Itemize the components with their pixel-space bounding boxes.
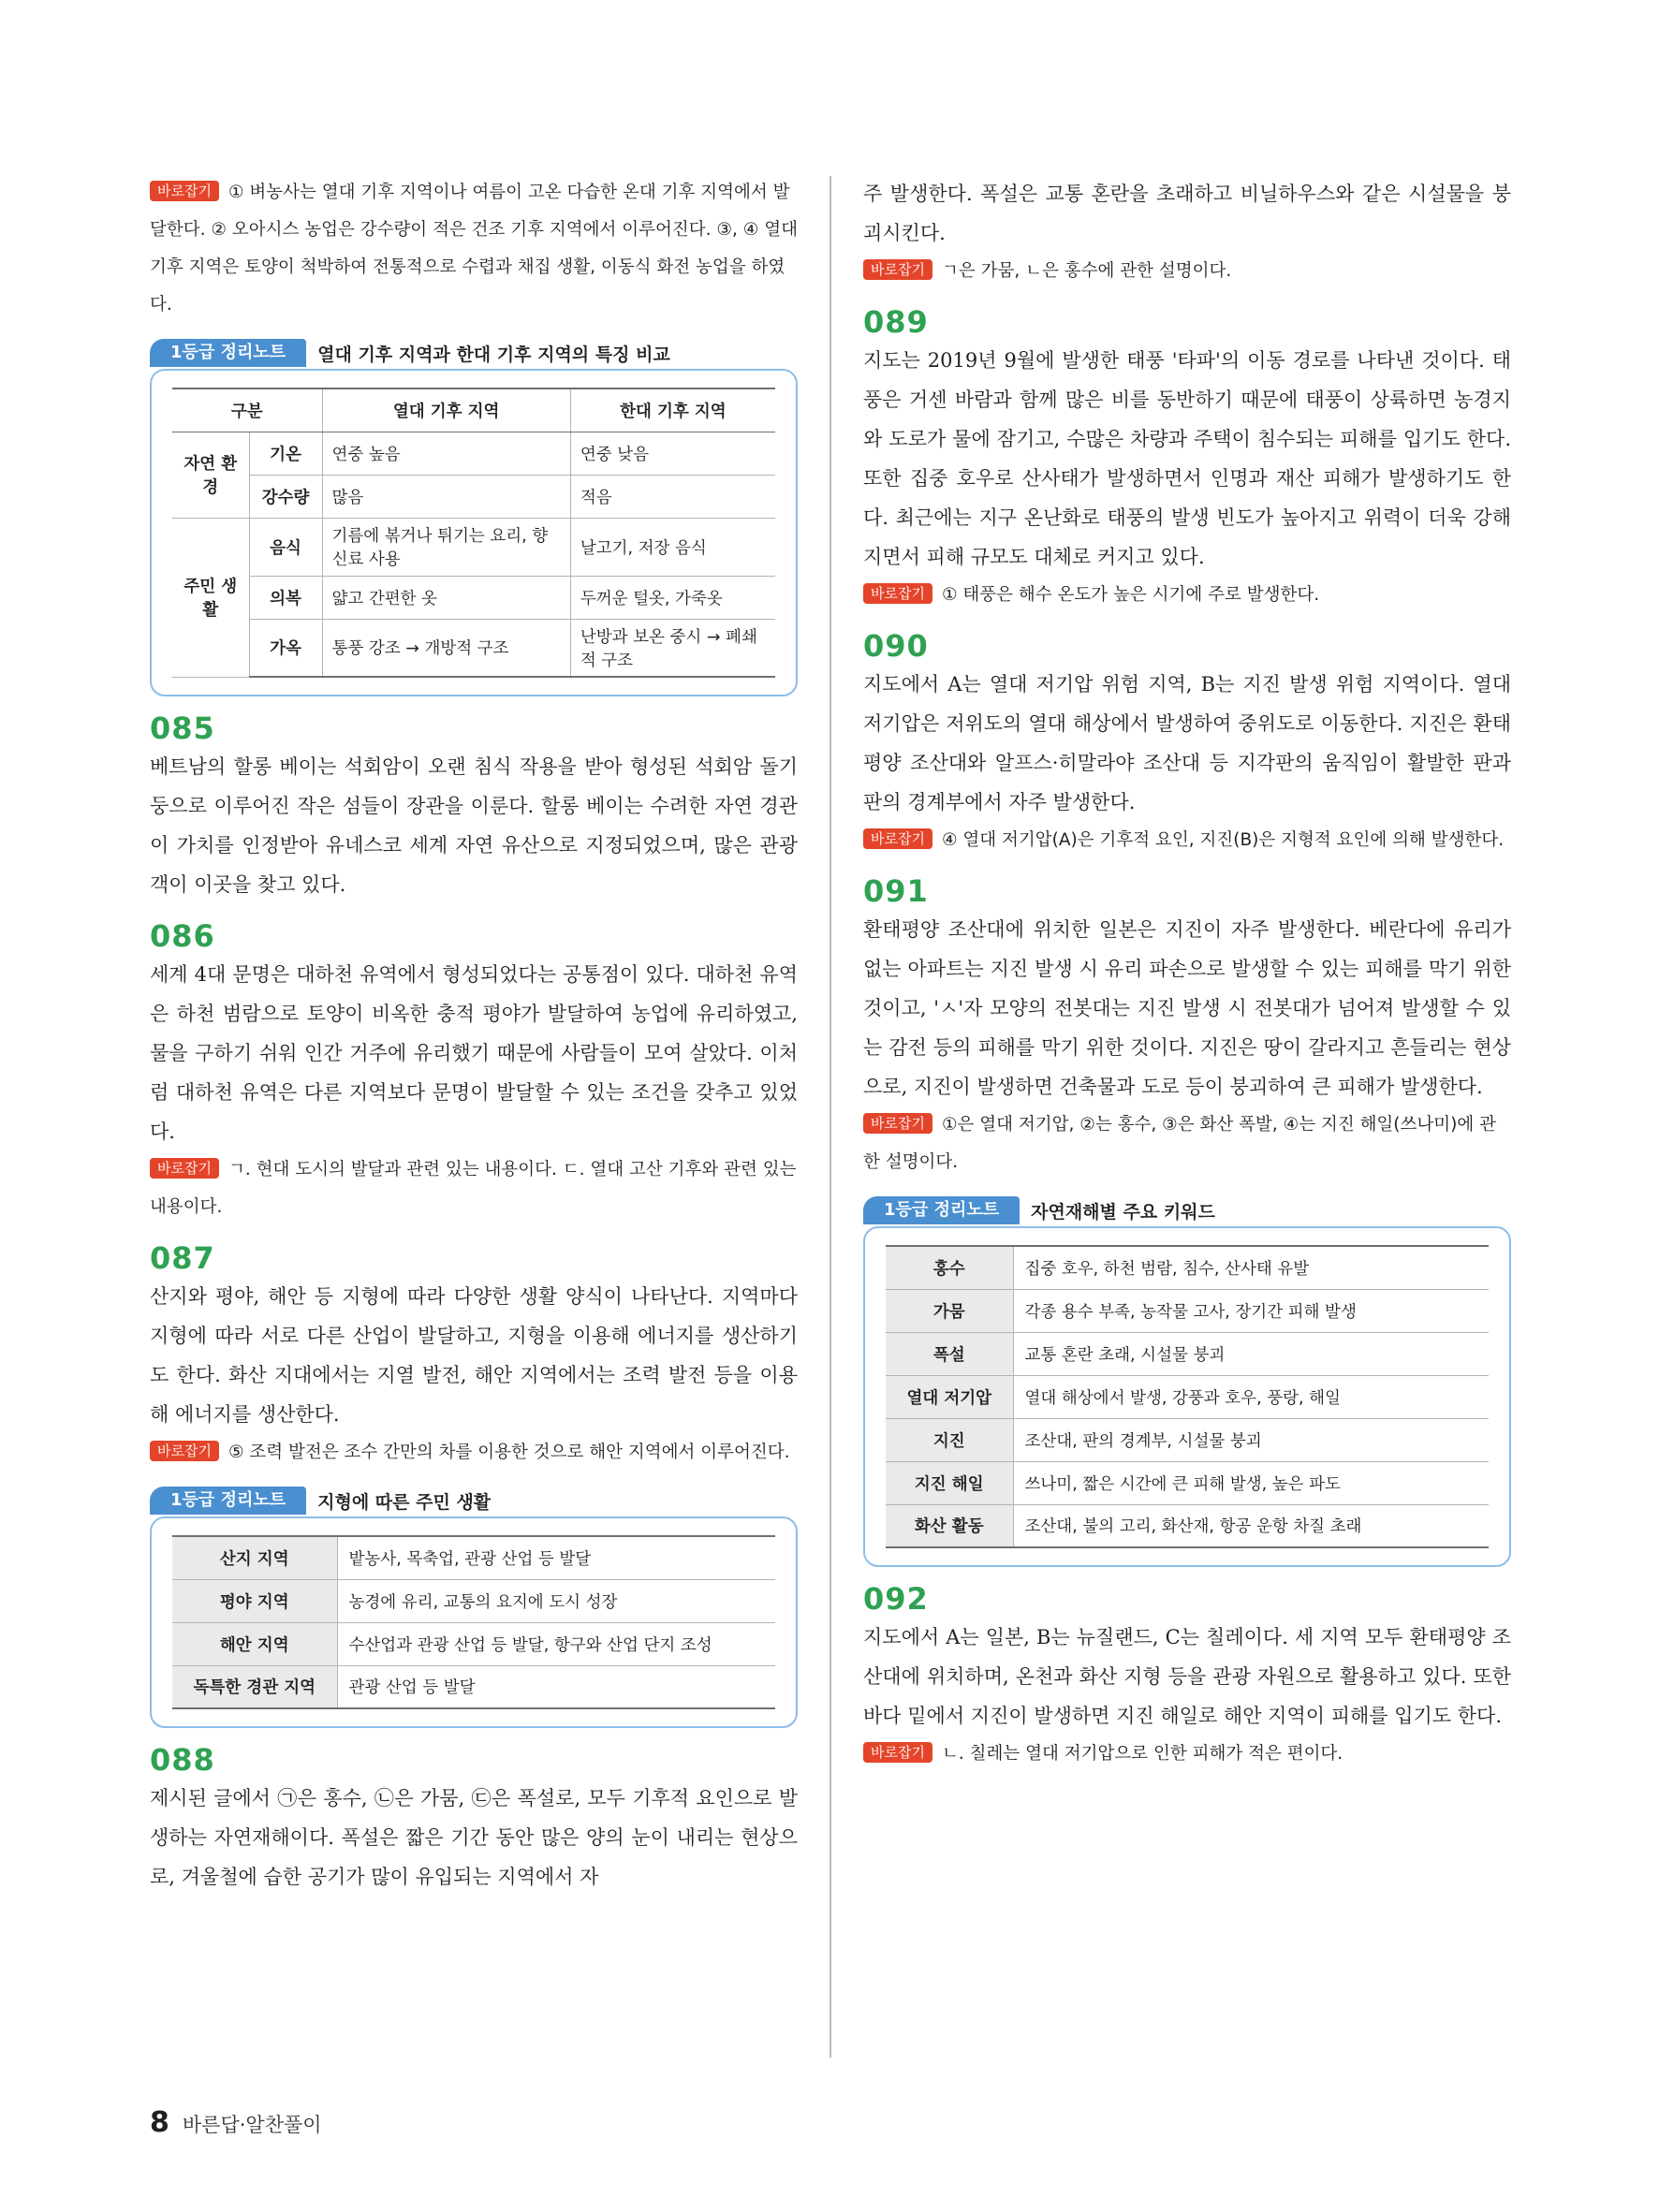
correction-tag: 바로잡기 xyxy=(863,583,932,604)
correction-note: 바로잡기 ①은 열대 저기압, ②는 홍수, ③은 화산 폭발, ④는 지진 해일(쓰나미)에 관한 설명이다. xyxy=(863,1115,1496,1172)
right-column xyxy=(863,174,1511,1773)
correction-tag: 바로잡기 xyxy=(150,1158,219,1179)
disaster-keyword-table: 홍수 집중 호우, 하천 범람, 침수, 산사태 유발 가뭄 각종 용수 부족, 농작물 고사, 장기간 피해 발생 폭설 교통 혼란 초래, 시설물 붕괴 열대 저기압 열대 해상에서 발생, 강풍과 호우, 풍랑, 해일 지진 조산대, 판의 경계부, 시설물 붕괴 지진 해일 쓰나미, 짧은 시간에 큰 피해 발생, 높은 파도 화산 활동 조산대, 불의 고리, 화산재, 항공 운항 차질 초래 xyxy=(886,1245,1489,1548)
question-number: 088 xyxy=(150,1742,215,1778)
correction-tag: 바로잡기 xyxy=(150,181,219,201)
correction-note: 바로잡기 ㄱ은 가뭄, ㄴ은 홍수에 관한 설명이다. xyxy=(863,253,1511,290)
answer-text: 지도에서 A는 열대 저기압 위험 지역, B는 지진 발생 위험 지역이다. 열대 저기압은 저위도의 열대 해상에서 발생하여 중위도로 이동한다. 지진은 환태평양 조산대와 알프스·히말라야 조산대 등 지각판의 움직임이 활발한 판과 판의 경계부에서 자주 발생한다. xyxy=(863,673,1511,813)
summary-title: 지형에 따른 주민 생활 xyxy=(317,1491,492,1513)
correction-note: 바로잡기 ⑤ 조력 발전은 조수 간만의 차를 이용한 것으로 해안 지역에서 이루어진다. xyxy=(150,1434,798,1472)
summary-box-disaster xyxy=(863,1194,1511,1567)
answer-text: 제시된 글에서 ㉠은 홍수, ㉡은 가뭄, ㉢은 폭설로, 모두 기후적 요인으로 발생하는 자연재해이다. 폭설은 짧은 기간 동안 많은 양의 눈이 내리는 현상으로, 겨울철에 습한 공기가 많이 유입되는 지역에서 자 xyxy=(150,1787,798,1888)
summary-box-landform xyxy=(150,1485,798,1728)
landform-table: 산지 지역 밭농사, 목축업, 관광 산업 등 발달 평야 지역 농경에 유리, 교통의 요지에 도시 성장 해안 지역 수산업과 관광 산업 등 발달, 항구와 산업 단지 조성 독특한 경관 지역 관광 산업 등 발달 xyxy=(172,1535,775,1709)
answer-text: 세계 4대 문명은 대하천 유역에서 형성되었다는 공통점이 있다. 대하천 유역은 하천 범람으로 토양이 비옥한 충적 평야가 발달하여 농업에 유리하였고, 물을 구하기 쉬워 인간 거주에 유리했기 때문에 사람들이 모여 살았다. 이처럼 대하천 유역은 다른 지역보다 문명이 발달할 수 있는 조건을 갖추고 있었다. xyxy=(150,963,798,1143)
correction-tag: 바로잡기 xyxy=(863,828,932,849)
answer-text: 베트남의 할롱 베이는 석회암이 오랜 침식 작용을 받아 형성된 석회암 돌기둥으로 이루어진 작은 섬들이 장관을 이룬다. 할롱 베이는 수려한 자연 경관이 가치를 인정받아 유네스코 세계 자연 유산으로 지정되었으며, 많은 관광객이 이곳을 찾고 있다. xyxy=(150,755,798,896)
page-footer xyxy=(150,2106,322,2139)
answer-text: 지도는 2019년 9월에 발생한 태풍 '타파'의 이동 경로를 나타낸 것이다. 태풍은 거센 바람과 함께 많은 비를 동반하기 때문에 태풍이 상륙하면 농경지와 도로가 물에 잠기고, 수많은 차량과 주택이 침수되는 피해를 입기도 한다. 또한 집중 호우로 산사태가 발생하면서 인명과 재산 피해가 발생하기도 한다. 최근에는 지구 온난화로 태풍의 발생 빈도가 높아지고 위력이 더욱 강해지면서 피해 규모도 대체로 커지고 있다. xyxy=(863,349,1511,568)
page-number: 8 xyxy=(150,2106,169,2139)
question-number: 090 xyxy=(863,628,929,664)
correction-tag: 바로잡기 xyxy=(863,1113,932,1134)
column-divider xyxy=(830,176,831,2058)
correction-tag: 바로잡기 xyxy=(863,259,932,280)
question-number: 089 xyxy=(863,304,929,340)
question-number: 091 xyxy=(863,873,929,909)
question-number: 085 xyxy=(150,710,215,746)
summary-title: 열대 기후 지역과 한대 기후 지역의 특징 비교 xyxy=(317,344,670,365)
summary-title: 자연재해별 주요 키워드 xyxy=(1031,1201,1215,1223)
correction-note: 바로잡기 ① 태풍은 해수 온도가 높은 시기에 주로 발생한다. xyxy=(863,577,1511,614)
correction-note: 바로잡기 ㄱ. 현대 도시의 발달과 관련 있는 내용이다. ㄷ. 열대 고산 기후와 관련 있는 내용이다. xyxy=(150,1160,797,1217)
answer-text: 환태평양 조산대에 위치한 일본은 지진이 자주 발생한다. 베란다에 유리가 없는 아파트는 지진 발생 시 유리 파손으로 발생할 수 있는 피해를 막기 위한 것이고, 'ㅅ'자 모양의 전봇대는 지진 발생 시 전봇대가 넘어져 발생할 수 있는 감전 등의 피해를 막기 위한 것이다. 지진은 땅이 갈라지고 흔들리는 현상으로, 지진이 발생하면 건축물과 도로 등이 붕괴하여 큰 피해가 발생한다. xyxy=(863,918,1511,1098)
left-column xyxy=(150,174,798,1897)
question-number: 087 xyxy=(150,1240,215,1276)
correction-tag: 바로잡기 xyxy=(863,1742,932,1763)
summary-badge: 1등급 정리노트 xyxy=(863,1196,1020,1224)
correction-note: 바로잡기 ① 벼농사는 열대 기후 지역이나 여름이 고온 다습한 온대 기후 지역에서 발달한다. ② 오아시스 농업은 강수량이 적은 건조 기후 지역에서 이루어진다. ③, ④ 열대 기후 지역은 토양이 척박하여 전통적으로 수렵과 채집 생활, 이동식 화전 농업을 하였다. xyxy=(150,183,798,315)
correction-note: 바로잡기 ④ 열대 저기압(A)은 기후적 요인, 지진(B)은 지형적 요인에 의해 발생한다. xyxy=(863,822,1511,859)
answer-text: 주 발생한다. 폭설은 교통 혼란을 초래하고 비닐하우스와 같은 시설물을 붕괴시킨다. xyxy=(863,183,1511,244)
summary-badge: 1등급 정리노트 xyxy=(150,339,306,367)
answer-text: 산지와 평야, 해안 등 지형에 따라 다양한 생활 양식이 나타난다. 지역마다 지형에 따라 서로 다른 산업이 발달하고, 지형을 이용해 에너지를 생산하기도 한다. 화산 지대에서는 지열 발전, 해안 지역에서는 조력 발전 등을 이용해 에너지를 생산한다. xyxy=(150,1285,798,1426)
book-title: 바른답·알찬풀이 xyxy=(182,2114,322,2136)
correction-note: 바로잡기 ㄴ. 칠레는 열대 저기압으로 인한 피해가 적은 편이다. xyxy=(863,1736,1511,1773)
question-number: 086 xyxy=(150,918,215,954)
summary-box-climate xyxy=(150,337,798,696)
question-number: 092 xyxy=(863,1581,929,1617)
correction-tag: 바로잡기 xyxy=(150,1441,219,1461)
summary-badge: 1등급 정리노트 xyxy=(150,1487,306,1515)
climate-comparison-table: 구분 열대 기후 지역 한대 기후 지역 자연 환경 기온 연중 높음 연중 낮음 강수량 많음 적음 주민 생활 음식 기름에 볶거나 튀기는 요리, 향신료 사용 날고기, 저장 음식 의복 얇고 간편한 옷 두꺼운 털옷, 가죽옷 가옥 통풍 강조 → 개방적 구조 난방과 보온 중시 → 폐쇄적 구조 xyxy=(172,388,775,678)
answer-text: 지도에서 A는 일본, B는 뉴질랜드, C는 칠레이다. 세 지역 모두 환태평양 조산대에 위치하며, 온천과 화산 지형 등을 관광 자원으로 활용하고 있다. 또한 바다 밑에서 지진이 발생하면 지진 해일로 해안 지역이 피해를 입기도 한다. xyxy=(863,1626,1511,1727)
